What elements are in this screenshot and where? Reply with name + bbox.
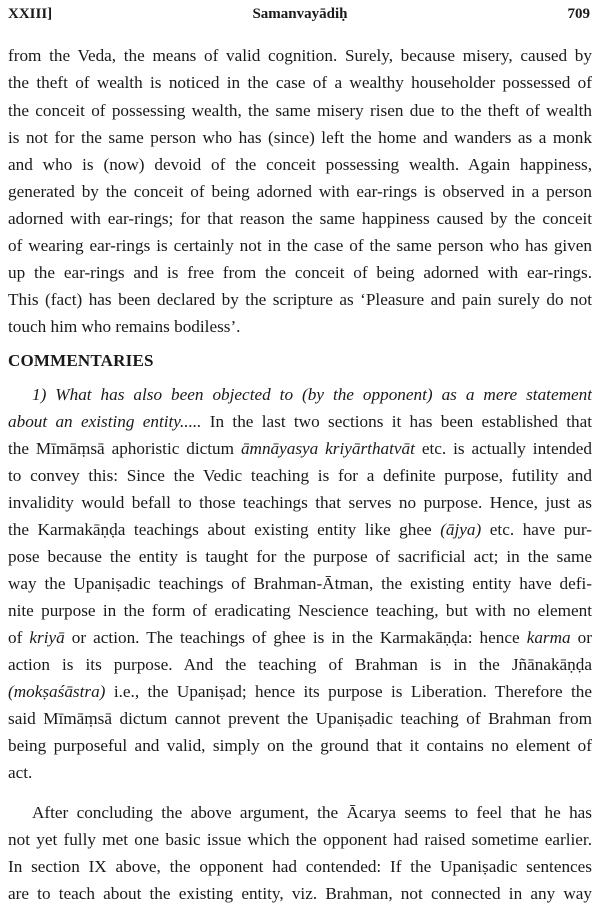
text-span: In the last two sections it has been established that <box>201 412 592 431</box>
text-line: pose because the entity is taught for the purpose of sacrificial act; in the same <box>8 547 592 566</box>
text-line: In section IX above, the opponent had contended: If the Upaniṣadic sentences <box>8 857 592 876</box>
text-line: generated by the conceit of being adorned with ear-rings is observed in a person <box>8 182 592 201</box>
section-heading: COMMENTARIES <box>8 351 154 370</box>
text-line: of wearing ear-rings is certainly not in the case of the same person who has given <box>8 236 592 255</box>
text-span: etc. is actually intended <box>414 439 592 458</box>
text-line <box>8 412 592 432</box>
text-line: way the Upaniṣadic teachings of Brahman-Ātman, the existing entity have defi- <box>8 574 592 593</box>
italic-text: (ājya) <box>440 520 482 539</box>
text-line: adorned with ear-rings; for that reason the same happiness caused by the conceit <box>8 209 592 228</box>
italic-text: (mokṣaśāstra) <box>8 682 106 701</box>
running-title: Samanvayādiḥ <box>252 6 348 22</box>
text-line: not yet fully met one basic issue which the opponent had raised sometime earlier. <box>8 830 592 849</box>
text-line <box>8 439 592 459</box>
text-line: is not for the same person who has (since) left the home and wanders as a monk <box>8 128 592 147</box>
text-line: the theft of wealth is noticed in the case of a wealthy householder possessed of <box>8 73 592 92</box>
text-line <box>8 628 592 648</box>
text-line <box>8 385 592 405</box>
text-line: This (fact) has been declared by the scripture as ‘Pleasure and pain surely do not <box>8 290 592 309</box>
text-line: and who is (now) devoid of the conceit possessing wealth. Again happiness, <box>8 155 592 174</box>
chapter-marker: XXIII] <box>8 6 53 22</box>
italic-text: kriyā <box>29 628 65 647</box>
text-line: are to teach about the existing entity, viz. Brahman, not connected in any way <box>8 884 592 903</box>
text-line <box>8 520 592 540</box>
text-line: being purposeful and valid, simply on the ground that it contains no element of <box>8 736 592 755</box>
page-number: 709 <box>567 6 590 22</box>
text-span: the Mīmāṃsā aphoristic dictum <box>8 439 241 458</box>
text-line: After concluding the above argument, the Ācarya seems to feel that he has <box>32 803 592 822</box>
book-page <box>8 0 592 902</box>
text-line: act. <box>8 763 33 782</box>
italic-text: āmnāyasya kriyārthatvāt <box>240 439 415 458</box>
text-line: action is its purpose. And the teaching of Brahman is in the Jñānakāṇḍa <box>8 655 592 674</box>
text-line: said Mīmāṃsā dictum cannot prevent the Upaniṣadic teaching of Brahman from <box>8 709 592 728</box>
text-line <box>8 682 592 702</box>
text-line: invalidity would befall to those teachings that serves no purpose. Hence, just as <box>8 493 592 512</box>
italic-text: about an existing entity..... <box>8 412 202 431</box>
text-span: i.e., the Upaniṣad; hence its purpose is Liberation. Therefore the <box>105 682 592 701</box>
text-line: from the Veda, the means of valid cognition. Surely, because misery, caused by <box>8 46 592 65</box>
italic-text: 1) What has also been objected to (by the opponent) as a mere statement <box>32 385 592 404</box>
text-span: of <box>8 628 30 647</box>
text-span: or <box>570 628 592 647</box>
italic-text: karma <box>526 628 571 647</box>
running-header <box>8 6 592 26</box>
text-span: etc. have pur- <box>481 520 592 539</box>
text-line: to convey this: Since the Vedic teaching is for a definite purpose, futility and <box>8 466 592 485</box>
text-line: up the ear-rings and is free from the conceit of being adorned with ear-rings. <box>8 263 592 282</box>
text-line: nite purpose in the form of eradicating Nescience teaching, but with no element <box>8 601 592 620</box>
text-span: the Karmakāṇḍa teachings about existing entity like ghee <box>8 520 441 539</box>
text-line: the conceit of possessing wealth, the same misery risen due to the theft of wealth <box>8 101 592 120</box>
text-span: or action. The teachings of ghee is in the Karmakāṇḍa: hence <box>64 628 527 647</box>
text-line: touch him who remains bodiless’. <box>8 317 241 336</box>
